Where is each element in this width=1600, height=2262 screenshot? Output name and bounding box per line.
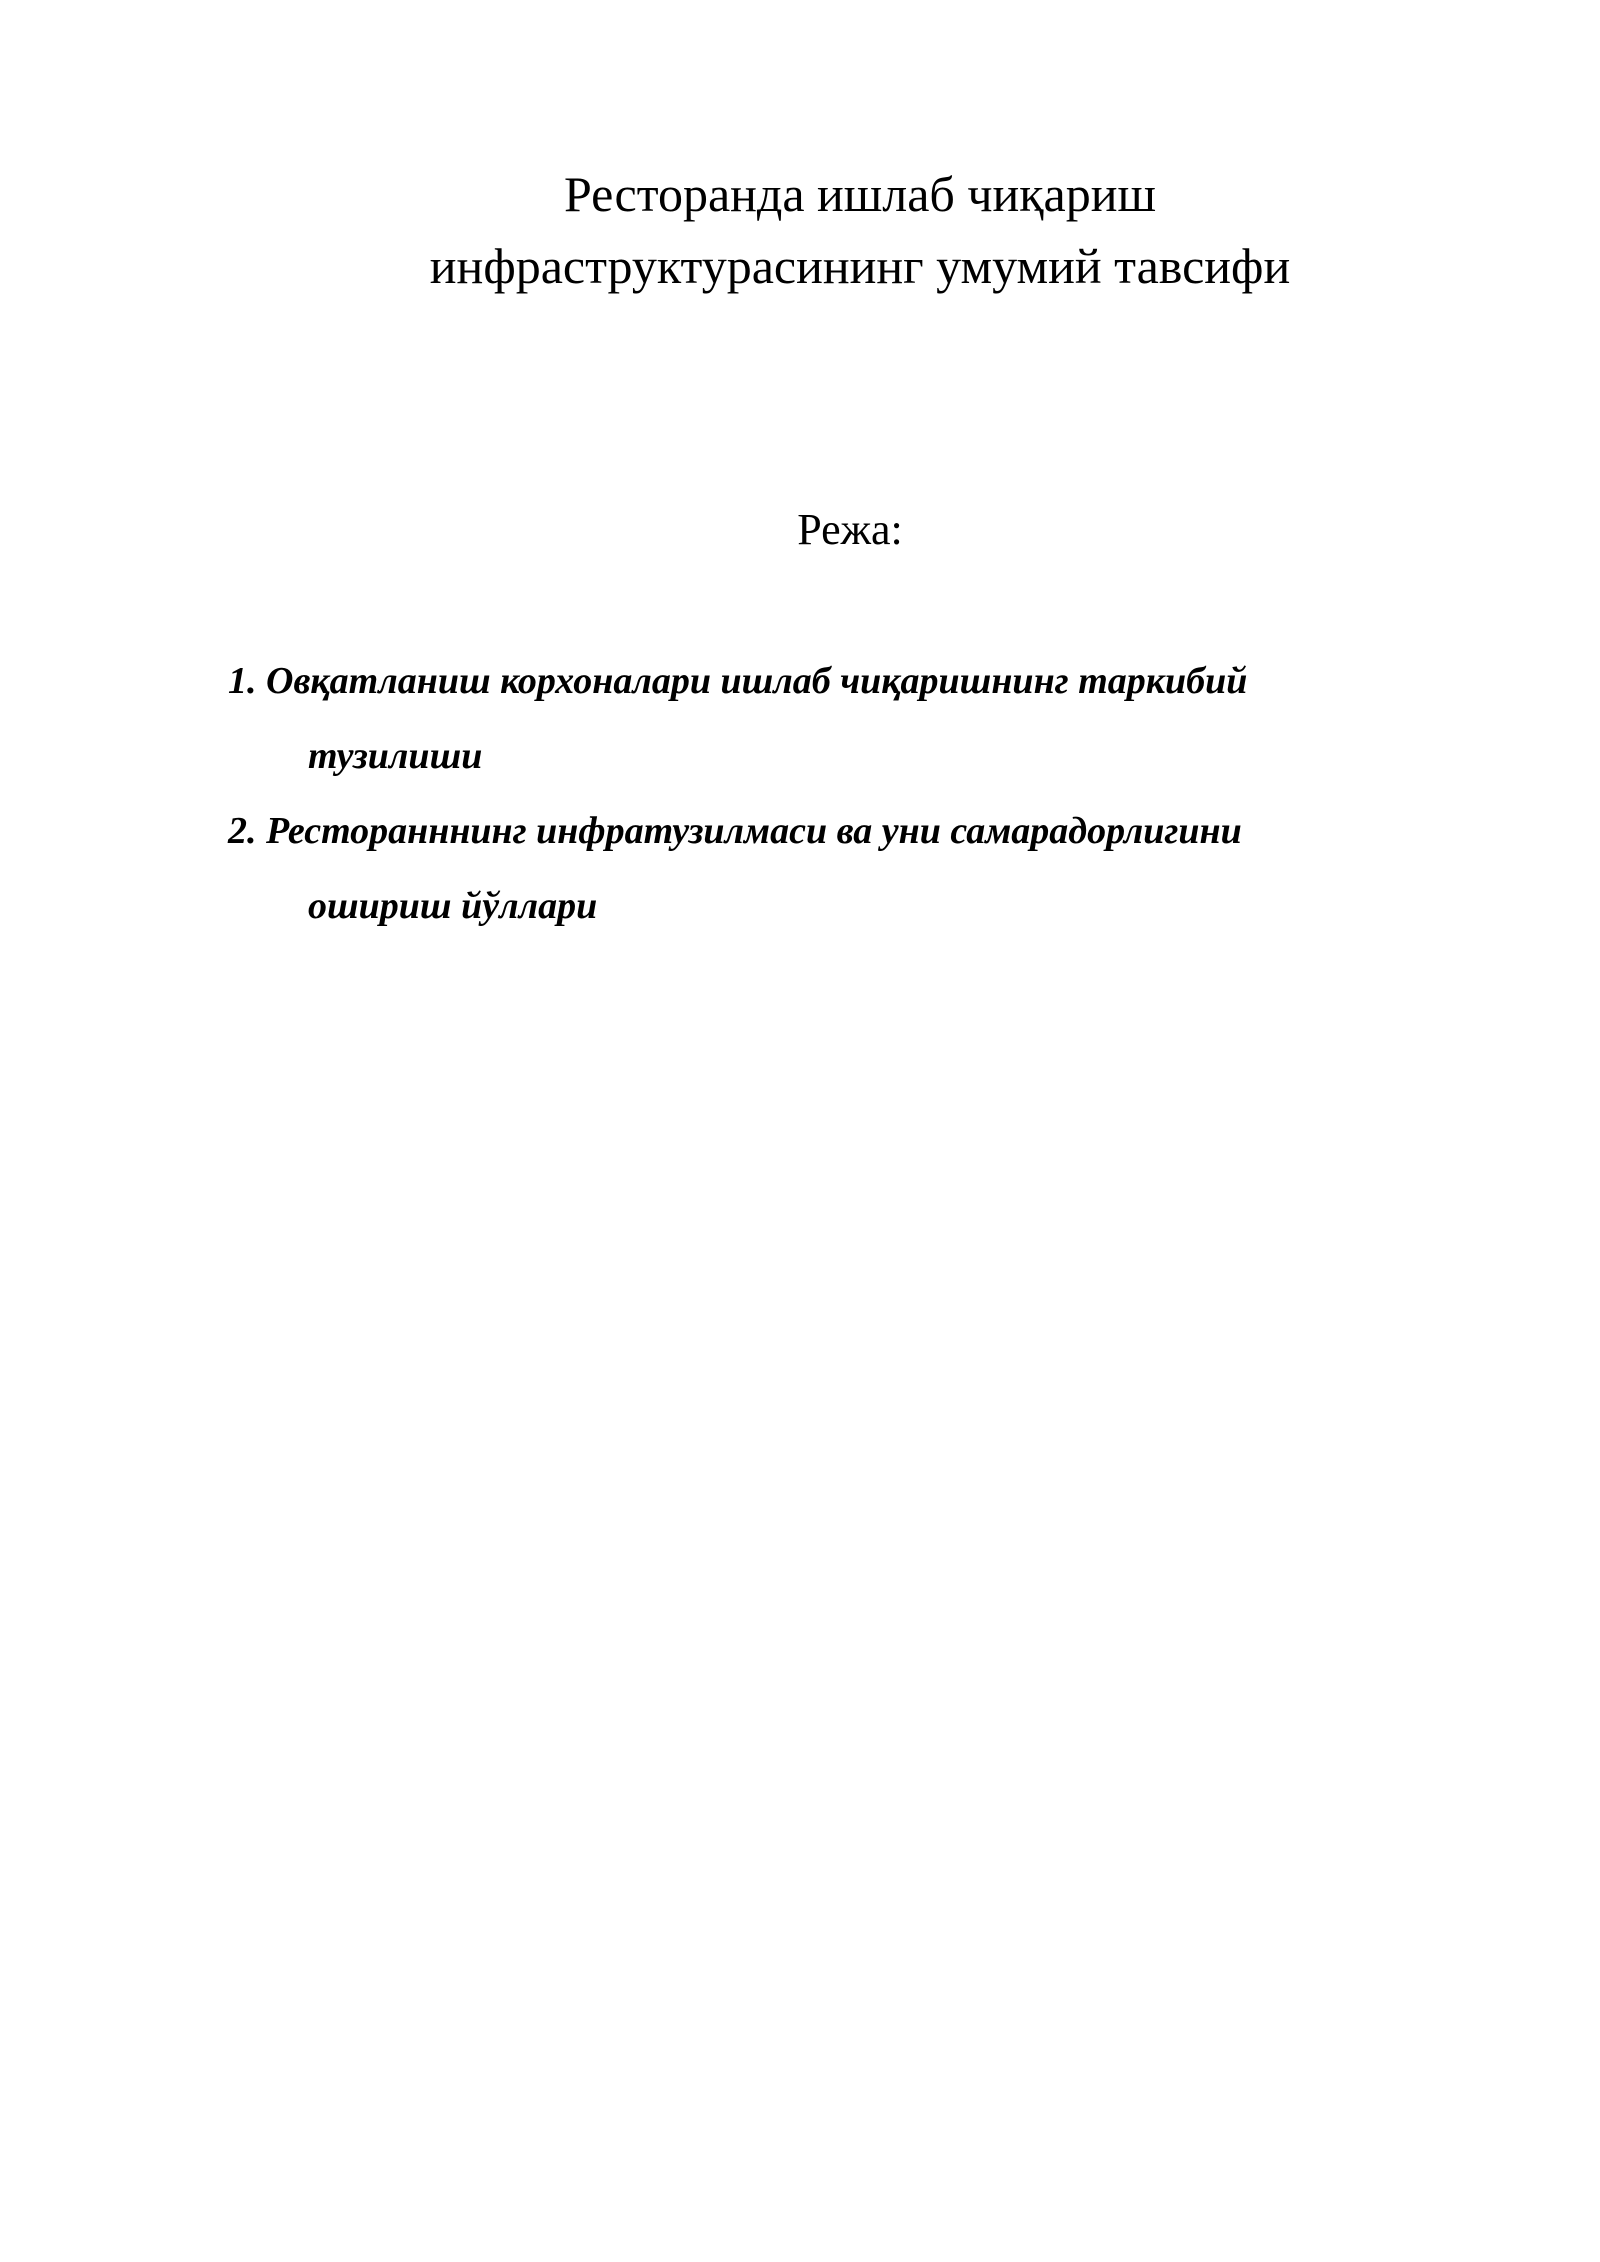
plan-item-1-line-2: тузилиши [308, 735, 483, 777]
plan-item-2-line-2: ошириш йўллари [308, 885, 598, 927]
plan-item-2 [228, 794, 1448, 944]
plan-item-1-line-1: 1. Овқатланиш корхоналари ишлаб чиқаришнинг таркибий [228, 660, 1248, 702]
document-title-line-1: Ресторанда ишлаб чиқариш [563, 166, 1157, 222]
document-title [300, 158, 1420, 302]
plan-item-1 [228, 644, 1448, 794]
plan-heading: Режа: [797, 505, 903, 554]
document-title-line-2: инфраструктурасининг умумий тавсифи [429, 238, 1291, 294]
plan-list [228, 644, 1448, 944]
plan-item-2-line-1: 2. Ресторанннинг инфратузилмаси ва уни самарадорлигини [228, 810, 1242, 852]
